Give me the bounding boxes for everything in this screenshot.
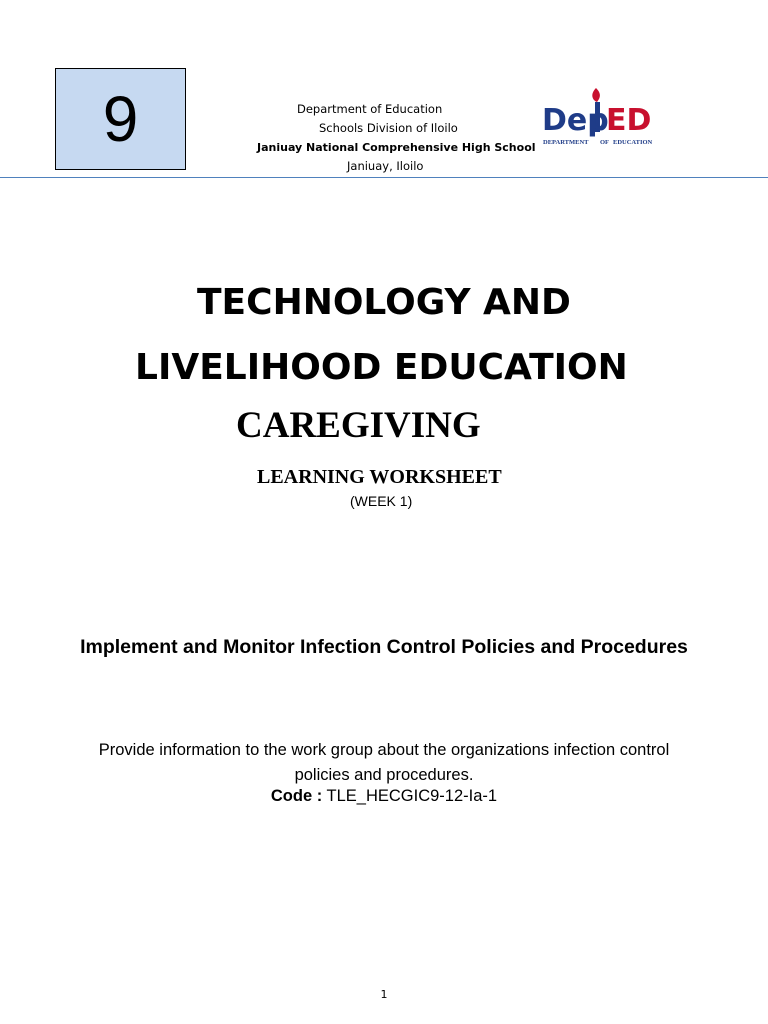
- grade-box: [55, 68, 186, 170]
- worksheet-label: LEARNING WORKSHEET: [257, 466, 502, 488]
- logo-text-dep: Dep: [542, 103, 609, 138]
- logo-text-ed: ED: [606, 103, 652, 138]
- subject-title: CAREGIVING: [236, 405, 481, 446]
- code-label: Code :: [270, 787, 323, 805]
- grade-number: 9: [102, 83, 139, 155]
- week-label: (WEEK 1): [350, 493, 413, 509]
- title-line-1: TECHNOLOGY AND: [197, 282, 571, 323]
- title-line-2: LIVELIHOOD EDUCATION: [135, 347, 628, 388]
- competency-code: [0, 787, 768, 806]
- torch-flame-icon: [592, 88, 600, 102]
- logo-subtitle-left: DEPARTMENT: [543, 139, 589, 146]
- deped-logo: [540, 82, 664, 148]
- header-division: Schools Division of Iloilo: [319, 121, 458, 135]
- logo-subtitle-right: EDUCATION: [613, 139, 653, 146]
- competency-title: Implement and Monitor Infection Control Policies and Procedures: [80, 636, 688, 658]
- header-department: Department of Education: [297, 102, 443, 116]
- code-value: TLE_HECGIC9-12-Ia-1: [322, 787, 498, 805]
- header-divider: [0, 177, 768, 178]
- school-header: [250, 100, 535, 176]
- page-number: 1: [380, 988, 388, 1001]
- learning-objective: Provide information to the work group about the organizations infection control policies and procedures.: [98, 741, 670, 784]
- header-location: Janiuay, Iloilo: [347, 159, 424, 173]
- header-school: Janiuay National Comprehensive High School: [257, 141, 536, 154]
- logo-subtitle-mid: OF: [600, 139, 610, 146]
